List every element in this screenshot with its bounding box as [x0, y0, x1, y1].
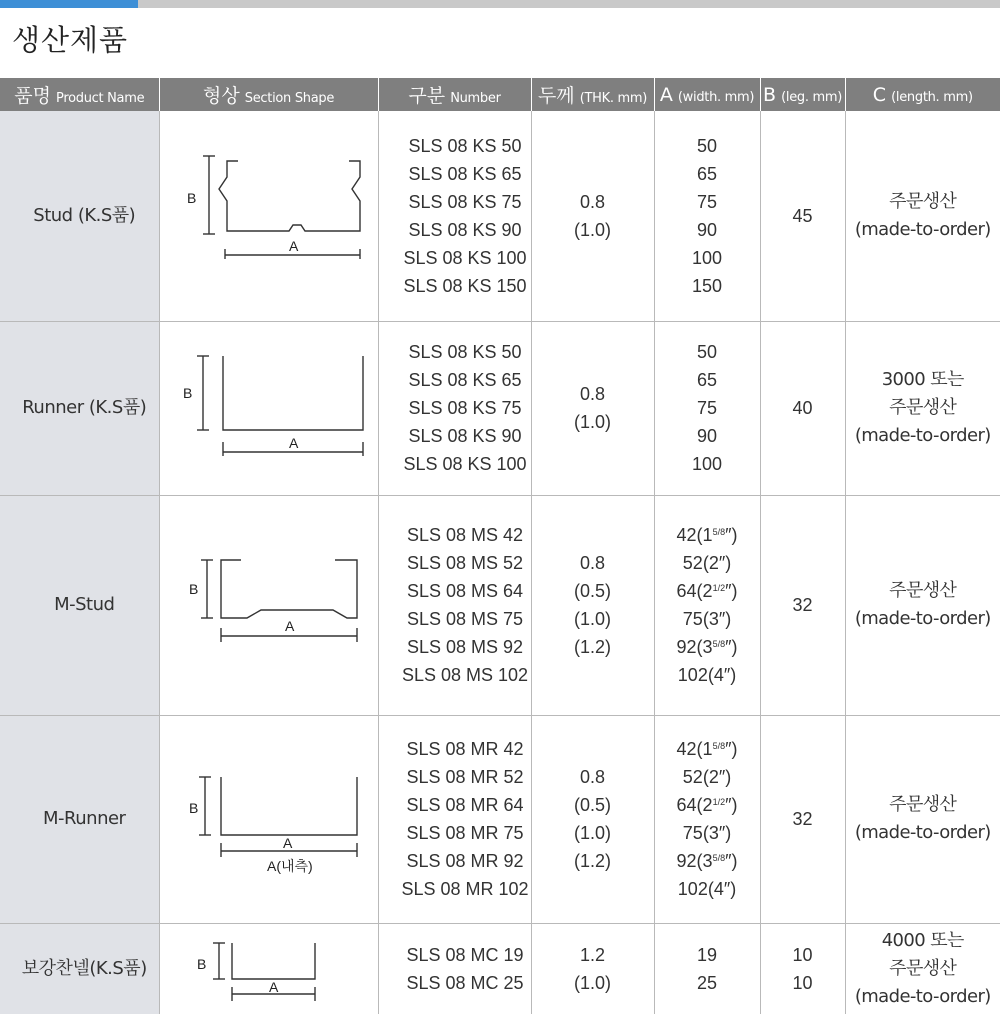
- product-name: M-Runner: [0, 715, 159, 923]
- cell-line: 주문생산: [889, 397, 957, 418]
- header-length-c: C (length. mm): [845, 78, 1000, 111]
- dimension-label-b: B: [188, 581, 198, 597]
- width-line: [655, 605, 760, 633]
- cell-line: 4000 또는: [881, 930, 964, 951]
- width-line: [655, 521, 760, 549]
- header-width-a: A (width. mm): [654, 78, 760, 111]
- top-bar-accent: [0, 0, 138, 8]
- cell-line: SLS 08 KS 50: [408, 135, 522, 156]
- width-text: 150: [691, 275, 723, 296]
- width-text: 52(2″): [682, 767, 732, 787]
- width-line: [655, 366, 760, 394]
- thickness-values: [531, 321, 654, 495]
- width-line: [655, 132, 760, 160]
- fraction: 5/8: [712, 639, 726, 649]
- m-runner-section-icon: [169, 761, 369, 877]
- dimension-label-b: B: [182, 385, 192, 401]
- width-text: ″): [725, 851, 738, 871]
- cell-line: 0.8: [579, 384, 606, 404]
- width-line: [655, 819, 760, 847]
- cell-line: SLS 08 MR 52: [406, 767, 524, 787]
- width-text: ″): [725, 581, 738, 601]
- cell-line: 3000 또는: [881, 369, 964, 390]
- dimension-label-a: A: [284, 618, 294, 634]
- cell-line: SLS 08 KS 100: [403, 454, 527, 474]
- product-numbers: [378, 923, 531, 1014]
- dimension-label-b: B: [196, 956, 206, 972]
- width-line: [655, 338, 760, 366]
- width-text: 19: [696, 945, 718, 965]
- length-values: [845, 923, 1000, 1014]
- cell-line: (made-to-order): [854, 608, 991, 629]
- cell-line: (made-to-order): [854, 822, 991, 843]
- cell-line: (made-to-order): [854, 425, 991, 446]
- cell-line: 32: [792, 809, 813, 829]
- cell-line: (made-to-order): [854, 986, 991, 1007]
- width-line: [655, 577, 760, 605]
- leg-values: [760, 495, 845, 715]
- width-values: [654, 321, 760, 495]
- width-line: [655, 549, 760, 577]
- cell-line: SLS 08 MC 19: [406, 945, 524, 965]
- product-numbers: [378, 495, 531, 715]
- cell-line: 주문생산: [889, 580, 957, 601]
- cell-line: 10: [792, 973, 813, 993]
- length-values: [845, 111, 1000, 321]
- m-stud-section-icon: [169, 550, 369, 660]
- page-title: 생산제품: [12, 23, 129, 57]
- thickness-values: [531, 923, 654, 1014]
- width-text: 100: [691, 454, 723, 474]
- cell-line: SLS 08 MR 102: [401, 879, 529, 899]
- width-line: [655, 847, 760, 875]
- cell-line: 주문생산: [889, 794, 957, 815]
- cell-line: (1.0): [573, 973, 611, 993]
- thickness-values: [531, 715, 654, 923]
- cell-line: SLS 08 KS 65: [408, 163, 522, 184]
- product-numbers: [378, 321, 531, 495]
- width-line: [655, 160, 760, 188]
- width-values: [654, 111, 760, 321]
- width-text: 64(2: [676, 581, 713, 601]
- cell-line: SLS 08 KS 65: [408, 370, 522, 390]
- cell-line: SLS 08 MR 75: [406, 823, 524, 843]
- section-shape: [159, 923, 378, 1014]
- width-text: 90: [696, 426, 718, 446]
- table-row: [0, 923, 1000, 1014]
- cell-line: (0.5): [573, 581, 611, 601]
- cell-line: 0.8: [579, 191, 606, 212]
- header-section-shape: 형상 Section Shape: [159, 78, 378, 111]
- cell-line: SLS 08 MC 25: [406, 973, 524, 993]
- section-shape: [159, 715, 378, 923]
- cell-line: (1.0): [573, 609, 611, 629]
- width-line: [655, 735, 760, 763]
- header-product-name: 품명 Product Name: [0, 78, 159, 111]
- width-text: ″): [725, 739, 738, 759]
- width-line: [655, 633, 760, 661]
- stud-ks-section-icon: [169, 151, 369, 281]
- width-values: [654, 495, 760, 715]
- width-text: 75: [696, 191, 718, 212]
- dimension-label-b: B: [188, 800, 198, 816]
- dimension-label-b: B: [186, 189, 196, 206]
- width-line: [655, 450, 760, 478]
- section-shape: [159, 321, 378, 495]
- width-text: 92(3: [676, 851, 713, 871]
- dimension-label-a: A: [288, 237, 298, 254]
- cell-line: 32: [792, 595, 813, 615]
- width-text: 102(4″): [677, 879, 737, 899]
- dimension-label-a: A: [268, 979, 278, 995]
- thickness-values: [531, 495, 654, 715]
- product-name: 보강찬넬(K.S품): [0, 923, 159, 1014]
- width-line: [655, 244, 760, 272]
- section-shape: [159, 111, 378, 321]
- product-name: Stud (K.S품): [0, 111, 159, 321]
- dimension-label-a: A: [282, 835, 292, 851]
- width-text: 90: [696, 219, 718, 240]
- width-text: 75(3″): [682, 609, 732, 629]
- fraction: 5/8: [712, 527, 726, 537]
- width-text: 50: [696, 342, 718, 362]
- cell-line: SLS 08 KS 100: [403, 247, 527, 268]
- table-row: [0, 111, 1000, 321]
- width-text: ″): [725, 795, 738, 815]
- cell-line: SLS 08 MR 64: [406, 795, 524, 815]
- width-text: 75: [696, 398, 718, 418]
- width-text: 42(1: [676, 525, 713, 545]
- cell-line: SLS 08 KS 75: [408, 191, 522, 212]
- cell-line: SLS 08 KS 75: [408, 398, 522, 418]
- cell-line: SLS 08 KS 90: [408, 426, 522, 446]
- leg-values: [760, 715, 845, 923]
- table-row: [0, 715, 1000, 923]
- product-name: M-Stud: [0, 495, 159, 715]
- width-text: 92(3: [676, 637, 713, 657]
- leg-values: [760, 923, 845, 1014]
- leg-values: [760, 321, 845, 495]
- table-row: [0, 321, 1000, 495]
- width-line: [655, 422, 760, 450]
- cell-line: SLS 08 KS 150: [403, 275, 527, 296]
- width-text: 75(3″): [682, 823, 732, 843]
- cell-line: 0.8: [579, 553, 606, 573]
- table-row: [0, 495, 1000, 715]
- product-name: Runner (K.S품): [0, 321, 159, 495]
- cell-line: SLS 08 MS 64: [406, 581, 524, 601]
- width-line: [655, 875, 760, 903]
- product-numbers: [378, 715, 531, 923]
- width-text: 25: [696, 973, 718, 993]
- width-values: [654, 715, 760, 923]
- cell-line: 45: [792, 205, 813, 226]
- width-text: 102(4″): [677, 665, 737, 685]
- cell-line: SLS 08 MS 52: [406, 553, 524, 573]
- section-shape: [159, 495, 378, 715]
- length-values: [845, 495, 1000, 715]
- width-text: 52(2″): [682, 553, 732, 573]
- cell-line: 40: [792, 398, 813, 418]
- width-text: ″): [725, 525, 738, 545]
- cell-line: (0.5): [573, 795, 611, 815]
- fraction: 5/8: [712, 741, 726, 751]
- product-table: [0, 78, 1000, 1014]
- cell-line: 1.2: [579, 945, 606, 965]
- cell-line: SLS 08 MS 42: [406, 525, 524, 545]
- dimension-label-inner: A(내측): [266, 858, 313, 874]
- header-number: 구분 Number: [378, 78, 531, 111]
- cell-line: SLS 08 MS 102: [401, 665, 529, 685]
- channel-ks-section-icon: [169, 931, 369, 1007]
- cell-line: SLS 08 MR 92: [406, 851, 524, 871]
- length-values: [845, 321, 1000, 495]
- cell-line: SLS 08 MR 42: [406, 739, 524, 759]
- width-text: 42(1: [676, 739, 713, 759]
- cell-line: (1.2): [573, 637, 611, 657]
- cell-line: SLS 08 KS 90: [408, 219, 522, 240]
- width-line: [655, 791, 760, 819]
- width-text: 50: [696, 135, 718, 156]
- width-line: [655, 272, 760, 300]
- cell-line: (1.0): [573, 823, 611, 843]
- width-line: [655, 394, 760, 422]
- cell-line: (1.0): [573, 412, 611, 432]
- cell-line: (1.0): [573, 219, 611, 240]
- width-line: [655, 188, 760, 216]
- cell-line: SLS 08 MS 75: [406, 609, 524, 629]
- fraction: 1/2: [712, 797, 726, 807]
- width-text: ″): [725, 637, 738, 657]
- header-leg-b: B (leg. mm): [760, 78, 845, 111]
- cell-line: SLS 08 KS 50: [408, 342, 522, 362]
- cell-line: SLS 08 MS 92: [406, 637, 524, 657]
- width-values: [654, 923, 760, 1014]
- header-thickness: 두께 (THK. mm): [531, 78, 654, 111]
- width-text: 65: [696, 370, 718, 390]
- cell-line: 주문생산: [889, 190, 957, 212]
- leg-values: [760, 111, 845, 321]
- top-bar: [0, 0, 1000, 8]
- fraction: 5/8: [712, 853, 726, 863]
- fraction: 1/2: [712, 583, 726, 593]
- table-header-row: [0, 78, 1000, 111]
- width-line: [655, 969, 760, 997]
- width-text: 65: [696, 163, 718, 184]
- thickness-values: [531, 111, 654, 321]
- width-line: [655, 763, 760, 791]
- dimension-label-a: A: [288, 435, 298, 451]
- cell-line: 주문생산: [889, 958, 957, 979]
- width-text: 64(2: [676, 795, 713, 815]
- cell-line: 0.8: [579, 767, 606, 787]
- width-line: [655, 941, 760, 969]
- width-line: [655, 216, 760, 244]
- cell-line: (made-to-order): [854, 218, 991, 240]
- runner-ks-section-icon: [169, 348, 369, 468]
- cell-line: (1.2): [573, 851, 611, 871]
- width-line: [655, 661, 760, 689]
- cell-line: 10: [792, 945, 813, 965]
- product-numbers: [378, 111, 531, 321]
- length-values: [845, 715, 1000, 923]
- width-text: 100: [691, 247, 723, 268]
